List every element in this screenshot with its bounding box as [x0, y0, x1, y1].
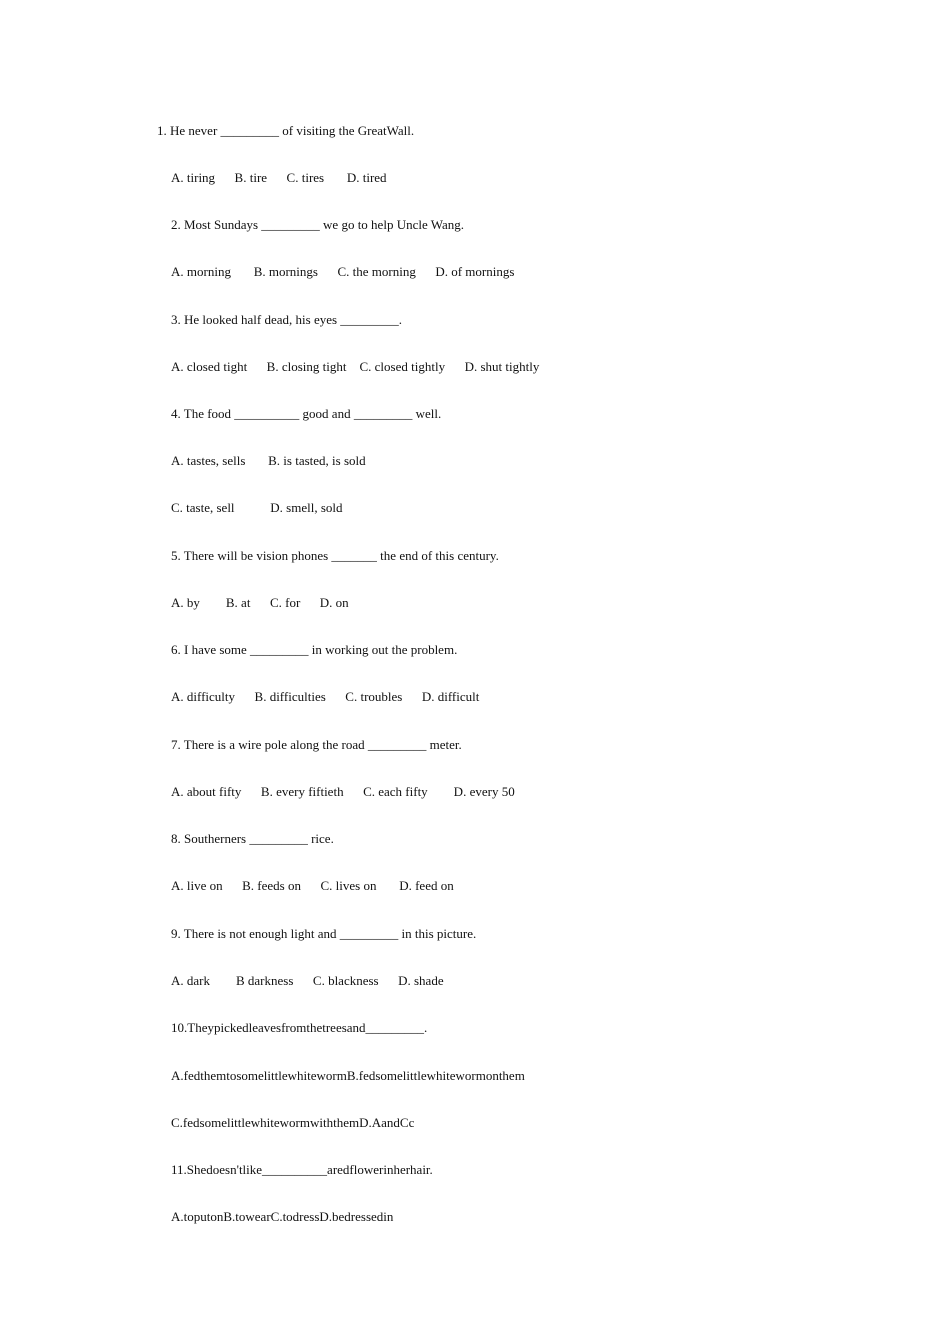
question-11: 11.Shedoesn'tlike__________aredflowerinherhair.	[171, 1162, 433, 1177]
question-2: 2. Most Sundays _________ we go to help Uncle Wang.	[171, 217, 464, 232]
question-10: 10.Theypickedleavesfromthetreesand_________.	[171, 1020, 428, 1035]
question-5: 5. There will be vision phones _______ the end of this century.	[171, 548, 499, 563]
question-9: 9. There is not enough light and _________ in this picture.	[171, 926, 477, 941]
question-5-options: A. by B. at C. for D. on	[171, 595, 349, 610]
question-6: 6. I have some _________ in working out the problem.	[171, 642, 458, 657]
question-7-options: A. about fifty B. every fiftieth C. each fifty D. every 50	[171, 784, 515, 799]
question-8-options: A. live on B. feeds on C. lives on D. feed on	[171, 878, 454, 893]
question-10-options-cd: C.fedsomelittlewhitewormwiththemD.AandCc	[171, 1115, 415, 1130]
question-2-options: A. morning B. mornings C. the morning D. of mornings	[171, 264, 515, 279]
question-3-options: A. closed tight B. closing tight C. closed tightly D. shut tightly	[171, 359, 540, 374]
question-9-options: A. dark B darkness C. blackness D. shade	[171, 973, 444, 988]
question-7: 7. There is a wire pole along the road _________ meter.	[171, 737, 462, 752]
question-1: 1. He never _________ of visiting the GreatWall.	[157, 123, 415, 138]
question-4-options-cd: C. taste, sell D. smell, sold	[171, 500, 343, 515]
question-4-options-ab: A. tastes, sells B. is tasted, is sold	[171, 453, 366, 468]
question-10-options-ab: A.fedthemtosomelittlewhitewormB.fedsomelittlewhitewormonthem	[171, 1068, 525, 1083]
question-6-options: A. difficulty B. difficulties C. troubles D. difficult	[171, 689, 480, 704]
question-11-options: A.toputonB.towearC.todressD.bedressedin	[171, 1209, 394, 1224]
question-4: 4. The food __________ good and _________ well.	[171, 406, 442, 421]
question-3: 3. He looked half dead, his eyes _________.	[171, 312, 403, 327]
question-8: 8. Southerners _________ rice.	[171, 831, 334, 846]
question-1-options: A. tiring B. tire C. tires D. tired	[171, 170, 387, 185]
